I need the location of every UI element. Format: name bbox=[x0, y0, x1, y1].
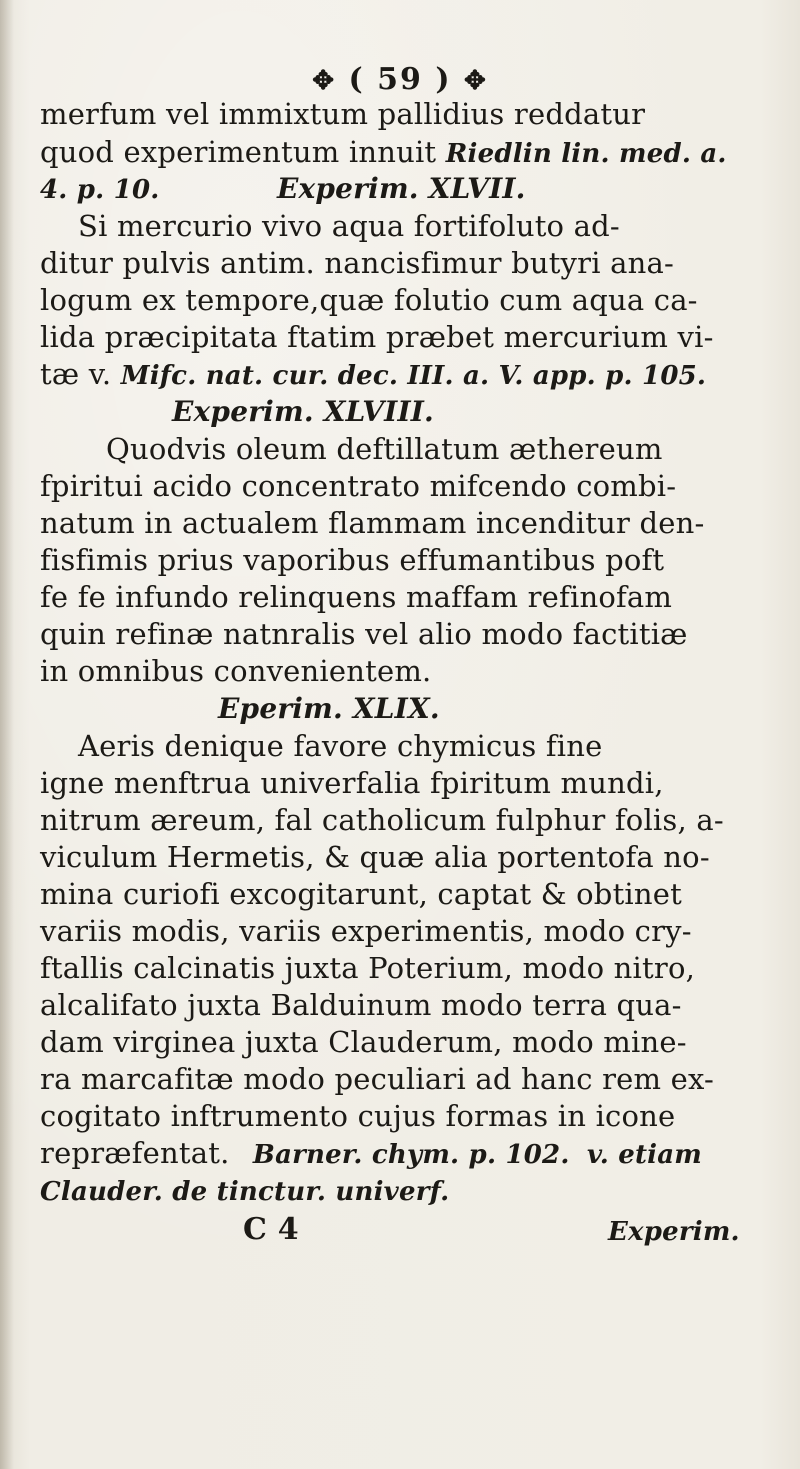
text-line-29 bbox=[40, 1135, 702, 1173]
text-line-12: natum in actualem flammam incenditur den- bbox=[40, 506, 705, 540]
experiment-heading-47: Experim. XLVII. bbox=[276, 172, 526, 205]
text-line-30 bbox=[40, 1172, 449, 1210]
page-gutter-shadow bbox=[0, 0, 14, 1469]
text-line-25: alcalifato juxta Balduinum modo terra qua- bbox=[40, 988, 682, 1022]
left-ornament: ✥ bbox=[312, 66, 337, 96]
text-line-5: ditur pulvis antim. nancisfimur butyri ana- bbox=[40, 246, 674, 280]
text-line-9 bbox=[172, 393, 434, 430]
text-line-2-main: quod experimentum innuit bbox=[40, 135, 437, 169]
text-line-28: cogitato inftrumento cujus formas in icone bbox=[40, 1099, 676, 1133]
citation-riedlin: Riedlin lin. med. a. bbox=[445, 139, 727, 169]
text-line-26: dam virginea juxta Clauderum, modo mine- bbox=[40, 1025, 687, 1059]
text-line-4: Si mercurio vivo aqua fortifoluto ad- bbox=[78, 209, 620, 243]
text-line-17 bbox=[218, 690, 440, 727]
text-line-6: logum ex tempore,quæ folutio cum aqua ca- bbox=[40, 283, 698, 317]
experiment-heading-48: Experim. XLVIII. bbox=[172, 395, 434, 428]
citation-misc-nat-cur: Mifc. nat. cur. dec. III. a. V. app. p. 105. bbox=[120, 361, 707, 391]
citation-vetiam: v. etiam bbox=[587, 1140, 702, 1170]
misc-prefix: tæ v. bbox=[40, 357, 112, 391]
text-line-21: viculum Hermetis, & quæ alia portentofa no- bbox=[40, 840, 710, 874]
text-line-16: in omnibus convenientem. bbox=[40, 654, 432, 688]
running-head bbox=[0, 62, 800, 97]
citation-riedlin-cont: 4. p. 10. bbox=[40, 175, 160, 205]
right-ornament: ✥ bbox=[463, 66, 488, 96]
text-line-1: merfum vel immixtum pallidius reddatur bbox=[40, 97, 646, 131]
text-line-3 bbox=[40, 170, 526, 208]
text-line-7: lida præcipitata ftatim præbet mercurium vi- bbox=[40, 320, 714, 354]
citation-clauder: Clauder. de tinctur. univerf. bbox=[40, 1177, 450, 1207]
text-line-18: Aeris denique favore chymicus fine bbox=[78, 729, 603, 763]
text-line-14: fe fe infundo relinquens maffam refinofam bbox=[40, 580, 673, 614]
text-line-10: Quodvis oleum deftillatum æthereum bbox=[106, 432, 663, 466]
text-line-15: quin refinæ natnralis vel alio modo factitiæ bbox=[40, 617, 688, 651]
catchword: Experim. bbox=[608, 1217, 740, 1247]
text-line-13: fisfimis prius vaporibus effumantibus poft bbox=[40, 543, 665, 577]
citation-barner: Barner. chym. p. 102. bbox=[252, 1140, 570, 1170]
page-number: ( 59 ) bbox=[348, 62, 452, 97]
text-line-19: igne menftrua univerfalia fpiritum mundi, bbox=[40, 766, 664, 800]
text-line-22: mina curiofi excogitarunt, captat & obtinet bbox=[40, 877, 682, 911]
text-line-11: fpiritui acido concentrato mifcendo combi- bbox=[40, 469, 677, 503]
text-line-20: nitrum æreum, fal catholicum fulphur folis, a- bbox=[40, 803, 724, 837]
text-line-24: ftallis calcinatis juxta Poterium, modo nitro, bbox=[40, 951, 696, 985]
text-line-29-main: repræfentat. bbox=[40, 1136, 230, 1170]
experiment-heading-49: Eperim. XLIX. bbox=[218, 692, 440, 725]
text-line-8 bbox=[40, 356, 706, 394]
text-line-27: ra marcafitæ modo peculiari ad hanc rem ex- bbox=[40, 1062, 715, 1096]
signature-mark: C 4 bbox=[243, 1212, 299, 1247]
text-line-23: variis modis, variis experimentis, modo cry- bbox=[40, 914, 692, 948]
text-line-2 bbox=[40, 134, 727, 172]
